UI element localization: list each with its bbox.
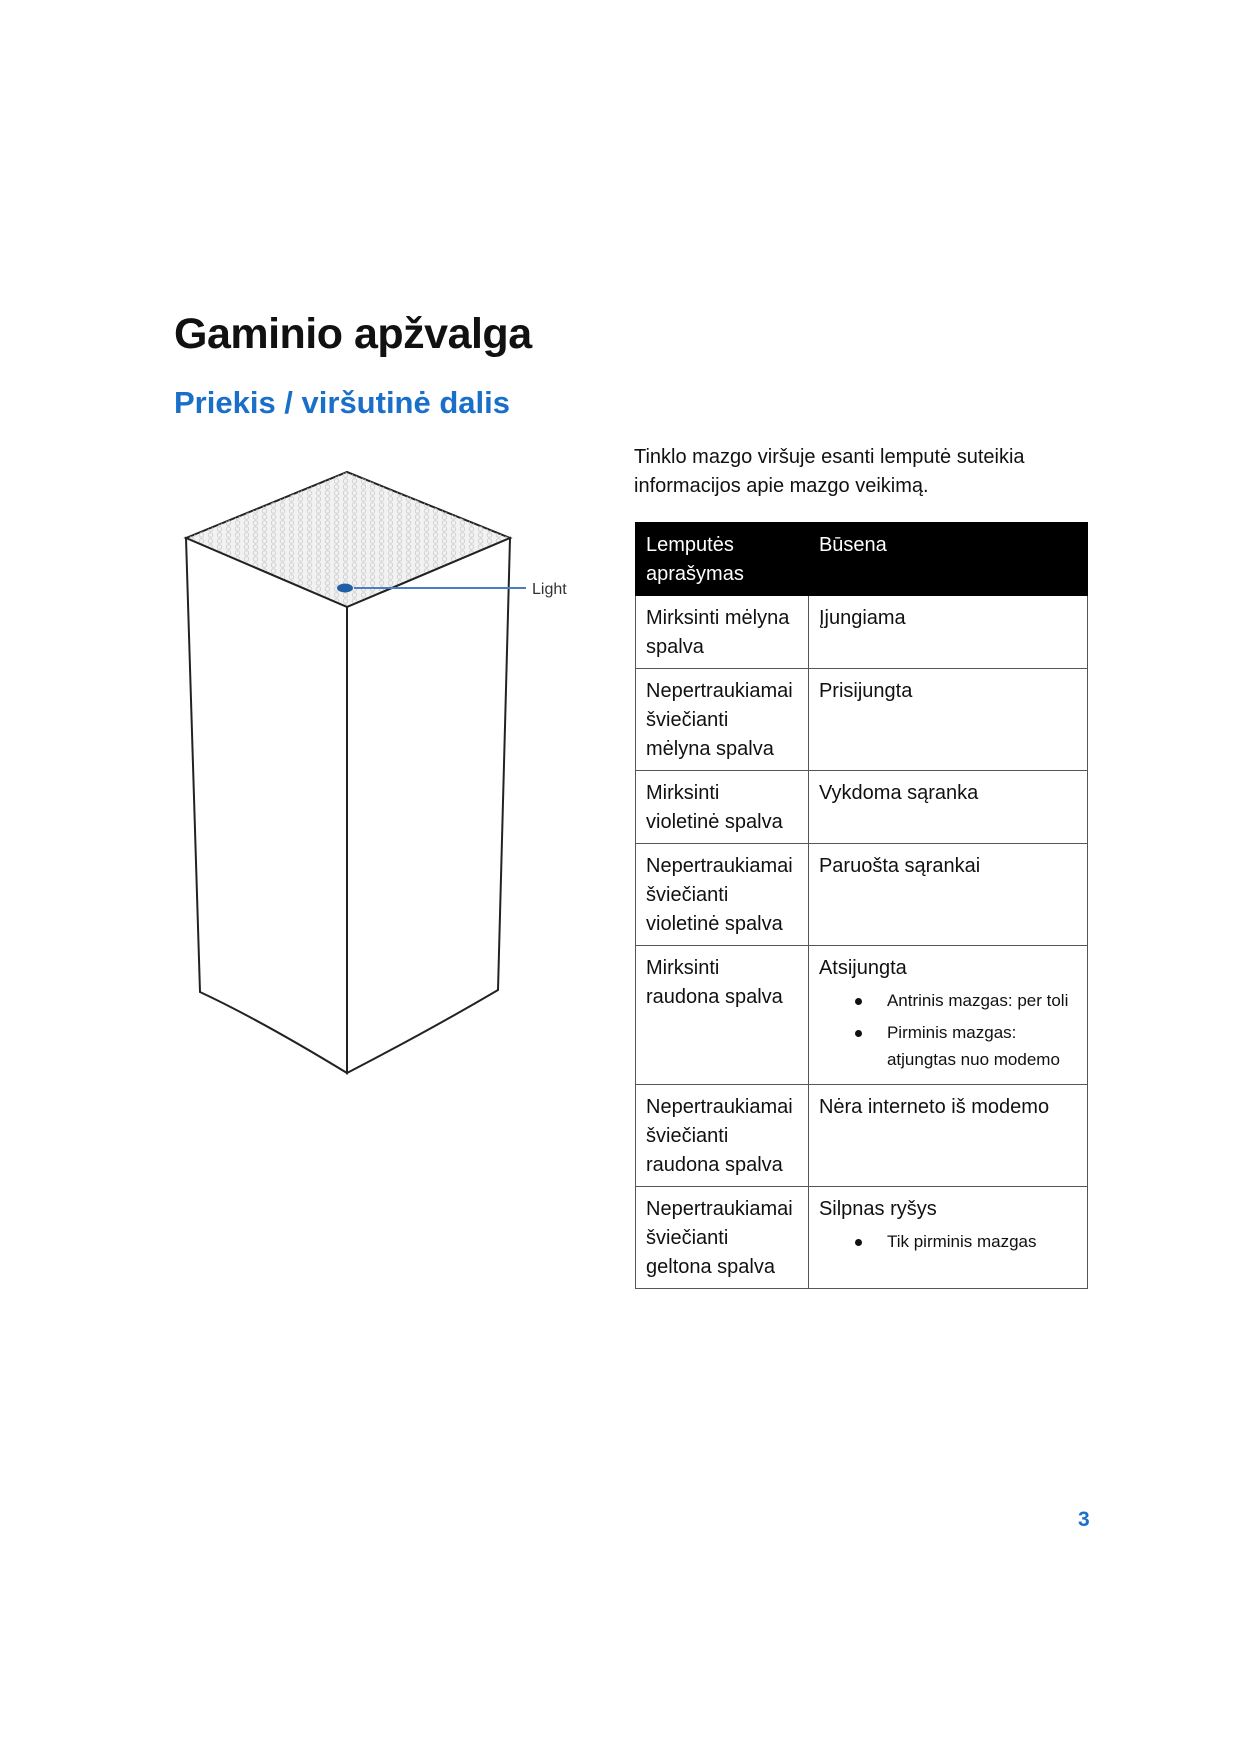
light-callout-label: Light — [532, 581, 567, 598]
node-device-illustration — [170, 460, 590, 1100]
light-status-table — [635, 522, 1088, 1289]
light-description: Mirksinti mėlyna spalva — [636, 596, 809, 669]
status-notes-list — [819, 1228, 1077, 1255]
status-text: Įjungiama — [818, 607, 906, 629]
status-text: Nėra interneto iš modemo — [818, 1096, 1050, 1118]
table-row — [636, 946, 1088, 1085]
header-status: Būsena — [808, 523, 1087, 596]
intro-paragraph: Tinklo mazgo viršuje esanti lemputė suteikia informacijos apie mazgo veikimą. — [634, 446, 1025, 497]
led-light-icon — [337, 584, 353, 593]
status-text: Vykdoma sąranka — [818, 782, 979, 804]
status-text: Paruošta sąrankai — [818, 855, 981, 877]
table-header-row — [636, 523, 1088, 596]
status-cell — [808, 946, 1087, 1085]
table-row — [636, 844, 1088, 946]
status-note: Pirminis mazgas: atjungtas nuo modemo — [819, 1019, 1077, 1073]
status-text: Prisijungta — [818, 680, 913, 702]
light-description: Mirksinti violetinė spalva — [636, 771, 809, 844]
status-text: Silpnas ryšys — [818, 1198, 937, 1220]
light-description: Nepertraukiamai šviečianti violetinė spalva — [636, 844, 809, 946]
device-left-face — [186, 538, 347, 1073]
light-description: Nepertraukiamai šviečianti raudona spalva — [636, 1085, 809, 1187]
status-note: Antrinis mazgas: per toli — [819, 987, 1077, 1014]
section-subtitle: Priekis / viršutinė dalis — [174, 385, 510, 420]
light-description: Mirksinti raudona spalva — [636, 946, 809, 1085]
table-row — [636, 1187, 1088, 1289]
header-light-description: Lemputės aprašymas — [636, 523, 809, 596]
page-number: 3 — [1078, 1508, 1090, 1531]
status-cell — [808, 669, 1087, 771]
status-note: Tik pirminis mazgas — [819, 1228, 1077, 1255]
status-notes-list — [819, 987, 1077, 1073]
table-row — [636, 596, 1088, 669]
status-text: Atsijungta — [818, 957, 907, 979]
table-row — [636, 1085, 1088, 1187]
page-title: Gaminio apžvalga — [174, 310, 532, 358]
table-row — [636, 669, 1088, 771]
light-description: Nepertraukiamai šviečianti mėlyna spalva — [636, 669, 809, 771]
status-cell — [808, 844, 1087, 946]
status-cell — [808, 596, 1087, 669]
light-description: Nepertraukiamai šviečianti geltona spalva — [636, 1187, 809, 1289]
status-cell — [808, 1085, 1087, 1187]
table-row — [636, 771, 1088, 844]
status-cell — [808, 771, 1087, 844]
status-cell — [808, 1187, 1087, 1289]
device-right-face — [347, 538, 510, 1073]
